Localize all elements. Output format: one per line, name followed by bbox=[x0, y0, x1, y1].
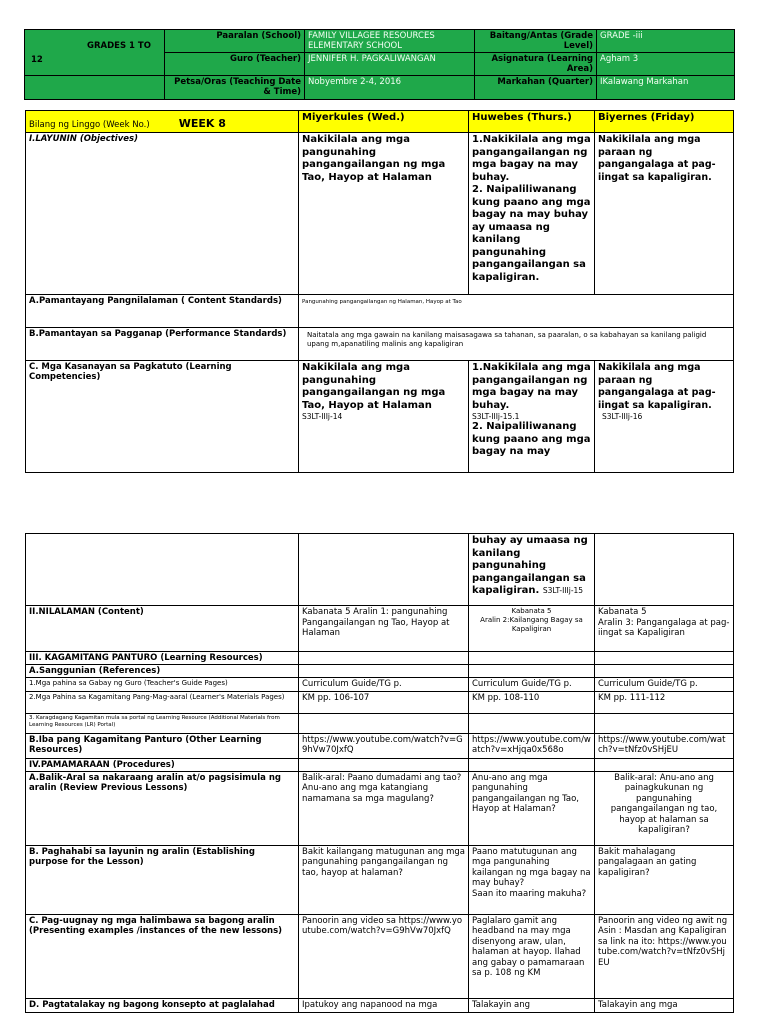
week-label-cell bbox=[26, 111, 299, 133]
competencies-thu-part1: 1.Nakikilala ang mga pangangailangan ng mga bagay na may buhay. bbox=[472, 362, 591, 411]
week-number-label: Bilang ng Linggo (Week No.) bbox=[29, 120, 150, 130]
resources-thu-blank bbox=[469, 652, 595, 665]
discuss-label: D. Pagtatalakay ng bagong konsepto at paglalahad bbox=[26, 998, 299, 1012]
performance-standards-label: B.Pamantayan sa Pagganap (Performance Standards) bbox=[26, 328, 299, 361]
other-resources-wed-link[interactable]: https://www.youtube.com/watch?v=G9hVw70JxfQ bbox=[299, 733, 469, 758]
tg-thu: Curriculum Guide/TG p. bbox=[469, 678, 595, 692]
objectives-thu: 1.Nakikilala ang mga pangangailangan ng mga bagay na may buhay. 2. Naipaliliwanang kung paano ang mga bagay na may buhay ay umaasa ng kanilang pangunahing pangangailangan sa kapaligiran. bbox=[469, 133, 595, 295]
competencies-thu bbox=[469, 361, 595, 473]
references-label: A.Sanggunian (References) bbox=[26, 665, 299, 678]
performance-standards-value: Naitatala ang mga gawain na kanilang maisasagawa sa tahanan, sa paaralan, o sa kabahayan sa kanilang paligid upang m,apanatiling malinis ang kapaligiran bbox=[299, 328, 734, 361]
discuss-thu: Talakayin ang bbox=[469, 998, 595, 1012]
purpose-label: B. Paghahabi sa layunin ng aralin (Establishing purpose for the Lesson) bbox=[26, 845, 299, 914]
resources-wed-blank bbox=[299, 652, 469, 665]
other-resources-thu-link[interactable]: https://www.youtube.com/watch?v=xHjqa0x568o bbox=[469, 733, 595, 758]
competencies-thu-part3: buhay ay umaasa ng kanilang pangunahing pangangailangan sa kapaligiran. bbox=[472, 535, 588, 596]
discuss-fri: Talakayin ang mga bbox=[595, 998, 734, 1012]
content-thu: Kabanata 5 Aralin 2:Kailangang Bagay sa Kapaligiran bbox=[469, 606, 595, 652]
school-value: FAMILY VILLAGEE RESOURCES ELEMENTARY SCHOOL bbox=[305, 30, 475, 53]
subject-label: Asignatura (Learning Area) bbox=[475, 53, 597, 76]
date-label: Petsa/Oras (Teaching Date & Time) bbox=[165, 76, 305, 100]
review-fri: Balik-aral: Anu-ano ang painagkukunan ng pangunahing pangangailangan ng tao, hayop at halaman sa kapaligiran? bbox=[595, 771, 734, 845]
continued-label-blank bbox=[26, 534, 299, 606]
day-header-wed: Miyerkules (Wed.) bbox=[299, 111, 469, 133]
date-value: Nobyembre 2-4, 2016 bbox=[305, 76, 475, 100]
competencies-thu-continued bbox=[469, 534, 595, 606]
competencies-wed bbox=[299, 361, 469, 473]
lm-fri: KM pp. 111-112 bbox=[595, 691, 734, 713]
lesson-plan-table-top bbox=[25, 110, 734, 473]
grade-label: Baitang/Antas (Grade Level) bbox=[475, 30, 597, 53]
objectives-fri: Nakikilala ang mga paraan ng pangangalaga at pag-iingat sa kapaligiran. bbox=[595, 133, 734, 295]
header-table bbox=[24, 29, 735, 100]
lr-thu-blank bbox=[469, 713, 595, 733]
purpose-wed: Bakit kailangang matugunan ang mga pangunahing pangangailangan ng tao, hayop at halaman? bbox=[299, 845, 469, 914]
content-standards-value: Pangunahing pangangailangan ng Halaman, Hayop at Tao bbox=[299, 295, 734, 328]
competencies-label: C. Mga Kasanayan sa Pagkatuto (Learning Competencies) bbox=[26, 361, 299, 473]
lr-wed-blank bbox=[299, 713, 469, 733]
resources-fri-blank bbox=[595, 652, 734, 665]
continued-wed-blank bbox=[299, 534, 469, 606]
continued-fri-blank bbox=[595, 534, 734, 606]
tg-label: 1.Mga pahina sa Gabay ng Guro (Teacher's Guide Pages) bbox=[26, 678, 299, 692]
day-header-thu: Huwebes (Thurs.) bbox=[469, 111, 595, 133]
references-wed-blank bbox=[299, 665, 469, 678]
examples-fri: Panoorin ang video ng awit ng Asin : Masdan ang Kapaligiran sa link na ito: https://www.youtube.com/watch?v=tNfz0vSHjEU bbox=[595, 914, 734, 998]
subject-value: Agham 3 bbox=[597, 53, 735, 76]
procedures-thu-blank bbox=[469, 758, 595, 771]
objectives-label: I.LAYUNIN (Objectives) bbox=[26, 133, 299, 295]
competencies-wed-code: S3LT-IIIj-14 bbox=[302, 412, 343, 421]
competencies-fri bbox=[595, 361, 734, 473]
competencies-thu-code1: S3LT-IIIj-15.1 bbox=[472, 412, 520, 421]
school-label: Paaralan (School) bbox=[165, 30, 305, 53]
resources-label: III. KAGAMITANG PANTURO (Learning Resources) bbox=[26, 652, 299, 665]
discuss-wed: Ipatukoy ang napanood na mga bbox=[299, 998, 469, 1012]
examples-label: C. Pag-uugnay ng mga halimbawa sa bagong aralin (Presenting examples /instances of the new lessons) bbox=[26, 914, 299, 998]
competencies-thu-code2: S3LT-IIIj-15 bbox=[542, 586, 584, 595]
references-fri-blank bbox=[595, 665, 734, 678]
lr-portal-label: 3. Karagdagang Kagamitan mula sa portal ng Learning Resource (Additional Materials from Learning Resources (LR) Portal) bbox=[26, 713, 299, 733]
procedures-label: IV.PAMAMARAAN (Procedures) bbox=[26, 758, 299, 771]
teacher-value: JENNIFER H. PAGKALIWANGAN bbox=[305, 53, 475, 76]
quarter-value: IKalawang Markahan bbox=[597, 76, 735, 100]
content-standards-label: A.Pamantayang Pangnilalaman ( Content Standards) bbox=[26, 295, 299, 328]
review-wed: Balik-aral: Paano dumadami ang tao? Anu-ano ang mga katangiang namamana sa mga magulang? bbox=[299, 771, 469, 845]
other-resources-label: B.Iba pang Kagamitang Panturo (Other Learning Resources) bbox=[26, 733, 299, 758]
competencies-fri-text: Nakikilala ang mga paraan ng pangangalaga at pag-iingat sa kapaligiran. bbox=[598, 362, 716, 411]
procedures-wed-blank bbox=[299, 758, 469, 771]
references-thu-blank bbox=[469, 665, 595, 678]
purpose-fri: Bakit mahalagang pangalagaan an gating kapaligiran? bbox=[595, 845, 734, 914]
objectives-wed: Nakikilala ang mga pangunahing pangangailangan ng mga Tao, Hayop at Halaman bbox=[299, 133, 469, 295]
header-blank-cell bbox=[25, 76, 165, 100]
content-wed: Kabanata 5 Aralin 1: pangunahing Pangangailangan ng Tao, Hayop at Halaman bbox=[299, 606, 469, 652]
content-fri: Kabanata 5 Aralin 3: Pangangalaga at pag-iingat sa Kapaligiran bbox=[595, 606, 734, 652]
week-number: WEEK 8 bbox=[178, 117, 226, 130]
day-header-fri: Biyernes (Friday) bbox=[595, 111, 734, 133]
purpose-thu: Paano matutugunan ang mga pangunahing kailangan ng mga bagay na may buhay? Saan ito maaring makuha? bbox=[469, 845, 595, 914]
lesson-plan-table-bottom bbox=[25, 533, 734, 1013]
lr-fri-blank bbox=[595, 713, 734, 733]
lm-label: 2.Mga Pahina sa Kagamitang Pang-Mag-aaral (Learner's Materials Pages) bbox=[26, 691, 299, 713]
competencies-fri-code: S3LT-IIIj-16 bbox=[602, 412, 643, 421]
content-label: II.NILALAMAN (Content) bbox=[26, 606, 299, 652]
examples-wed: Panoorin ang video sa https://www.youtube.com/watch?v=G9hVw70JxfQ bbox=[299, 914, 469, 998]
review-label: A.Balik-Aral sa nakaraang aralin at/o pagsisimula ng aralin (Review Previous Lessons) bbox=[26, 771, 299, 845]
lm-wed: KM pp. 106-107 bbox=[299, 691, 469, 713]
grades-label: GRADES 1 TO 12 bbox=[25, 30, 165, 76]
procedures-fri-blank bbox=[595, 758, 734, 771]
other-resources-fri-link[interactable]: https://www.youtube.com/watch?v=tNfz0vSHjEU bbox=[595, 733, 734, 758]
examples-thu: Paglalaro gamit ang headband na may mga disenyong araw, ulan, halaman at hayop. Ilahad ang gabay o pamamaraan sa p. 108 ng KM bbox=[469, 914, 595, 998]
grade-value: GRADE -iii bbox=[597, 30, 735, 53]
lm-thu: KM pp. 108-110 bbox=[469, 691, 595, 713]
quarter-label: Markahan (Quarter) bbox=[475, 76, 597, 100]
tg-wed: Curriculum Guide/TG p. bbox=[299, 678, 469, 692]
teacher-label: Guro (Teacher) bbox=[165, 53, 305, 76]
competencies-thu-part2: 2. Naipaliliwanang kung paano ang mga bagay na may bbox=[472, 421, 591, 457]
review-thu: Anu-ano ang mga pangunahing pangangailangan ng Tao, Hayop at Halaman? bbox=[469, 771, 595, 845]
competencies-wed-text: Nakikilala ang mga pangunahing pangangailangan ng mga Tao, Hayop at Halaman bbox=[302, 362, 446, 411]
tg-fri: Curriculum Guide/TG p. bbox=[595, 678, 734, 692]
